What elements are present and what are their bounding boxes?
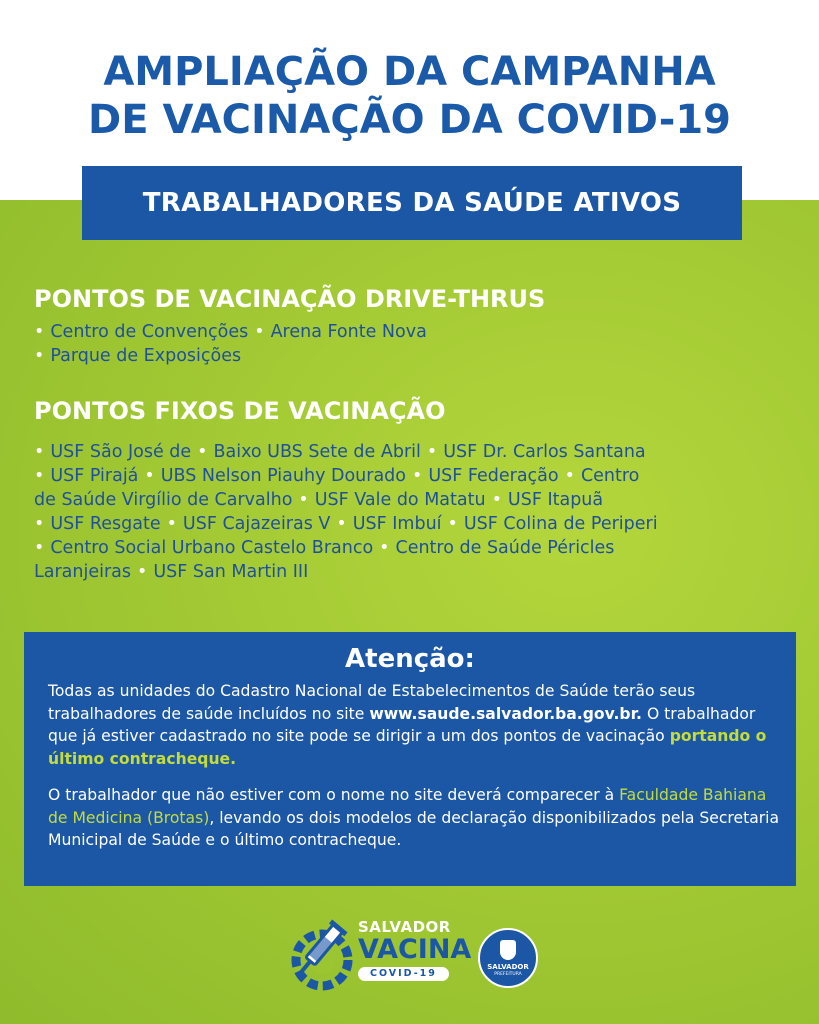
list-line [34, 536, 804, 560]
list-item: Centro [580, 466, 640, 486]
syringe-gear-icon [282, 916, 356, 996]
list-item: USF Pirajá [50, 466, 139, 486]
bullet-icon: • [426, 442, 438, 462]
fixed-points-list [34, 440, 804, 584]
drive-thru-heading: PONTOS DE VACINAÇÃO DRIVE-THRUS [34, 285, 546, 313]
bullet-icon: • [336, 514, 347, 534]
bullet-icon: • [564, 466, 575, 486]
list-item: de Saúde Virgílio de Carvalho [34, 490, 293, 510]
city-emblem-icon [500, 940, 516, 960]
bullet-icon: • [379, 538, 390, 558]
attention-paragraph-1 [48, 680, 788, 770]
seal-name: SALVADOR [487, 963, 529, 971]
site-link[interactable]: www.saude.salvador.ba.gov.br. [369, 704, 642, 723]
list-line [34, 344, 804, 368]
attention-paragraph-2 [48, 784, 788, 852]
bullet-icon: • [197, 442, 208, 462]
drive-thru-list [34, 320, 804, 368]
prefeitura-seal [478, 928, 538, 988]
attention-location: Faculdade Bahiana de Medicina (Brotas) [48, 786, 767, 827]
logo-covid: COVID-19 [358, 967, 449, 981]
salvador-vacina-logo [358, 920, 471, 981]
attention-text: Todas as unidades do Cadastro Nacional de Estabelecimentos de Saúde terão seus trabalhadores de saúde incluídos no site [48, 682, 696, 723]
list-line [34, 440, 804, 464]
list-item: Centro de Convenções [50, 322, 249, 342]
bullet-icon: • [254, 322, 265, 342]
attention-highlight: portando o último contracheque. [48, 727, 767, 768]
bullet-icon: • [447, 514, 458, 534]
fixed-points-heading: PONTOS FIXOS DE VACINAÇÃO [34, 397, 446, 425]
title-line-2: DE VACINAÇÃO DA COVID-19 [88, 97, 731, 143]
list-item: Parque de Exposições [50, 346, 242, 366]
bullet-icon: • [144, 466, 155, 486]
list-item: UBS Nelson Piauhy Dourado [160, 466, 406, 486]
logo-vacina: VACINA [358, 934, 472, 965]
list-item: USF Imbuí [352, 514, 442, 534]
bullet-icon: • [412, 466, 423, 486]
list-item: Baixo UBS Sete de Abril [213, 442, 421, 462]
list-line [34, 464, 804, 488]
banner-text: TRABALHADORES DA SAÚDE ATIVOS [142, 188, 682, 218]
list-item: USF Itapuã [507, 490, 604, 510]
list-line [34, 320, 804, 344]
bullet-icon: • [34, 322, 45, 342]
list-item: USF Federação [428, 466, 559, 486]
bullet-icon: • [34, 514, 45, 534]
logo-salvador: SALVADOR [358, 918, 451, 936]
attention-body [48, 680, 788, 866]
list-item: Arena Fonte Nova [270, 322, 427, 342]
list-item: USF Cajazeiras V [182, 514, 331, 534]
title-line-1: AMPLIAÇÃO DA CAMPANHA [103, 49, 716, 95]
list-item: Centro Social Urbano Castelo Branco [50, 538, 374, 558]
bullet-icon: • [34, 346, 45, 366]
attention-text: O trabalhador que não estiver com o nome no site deverá comparecer à [48, 786, 620, 804]
bullet-icon: • [166, 514, 177, 534]
bullet-icon: • [34, 442, 45, 462]
list-item: USF Colina de Periperi [463, 514, 658, 534]
list-item: USF Dr. Carlos Santana [443, 442, 646, 462]
list-item: Centro de Saúde Péricles [395, 538, 615, 558]
list-item: USF Resgate [50, 514, 161, 534]
list-line [34, 512, 804, 536]
attention-text: , levando os dois modelos de declaração disponibilizados pela Secretaria Municipal de Saúde e o último contracheque. [48, 808, 780, 849]
logo-area [282, 910, 542, 1000]
bullet-icon: • [298, 490, 309, 510]
attention-text: O trabalhador que já estiver cadastrado no site pode se dirigir a um dos pontos de vacinação [48, 704, 756, 745]
list-line [34, 488, 804, 512]
list-line [34, 560, 804, 584]
list-item: Laranjeiras [34, 562, 132, 582]
page-title [0, 48, 819, 144]
bullet-icon: • [34, 466, 45, 486]
list-item: USF São José de [50, 442, 192, 462]
attention-box [24, 632, 796, 886]
attention-title: Atenção: [345, 644, 475, 674]
seal-subtitle: PREFEITURA [494, 972, 522, 977]
audience-banner [82, 166, 742, 240]
list-item: USF San Martin III [153, 562, 309, 582]
bullet-icon: • [34, 538, 45, 558]
bullet-icon: • [137, 562, 148, 582]
bullet-icon: • [491, 490, 502, 510]
list-item: USF Vale do Matatu [314, 490, 486, 510]
